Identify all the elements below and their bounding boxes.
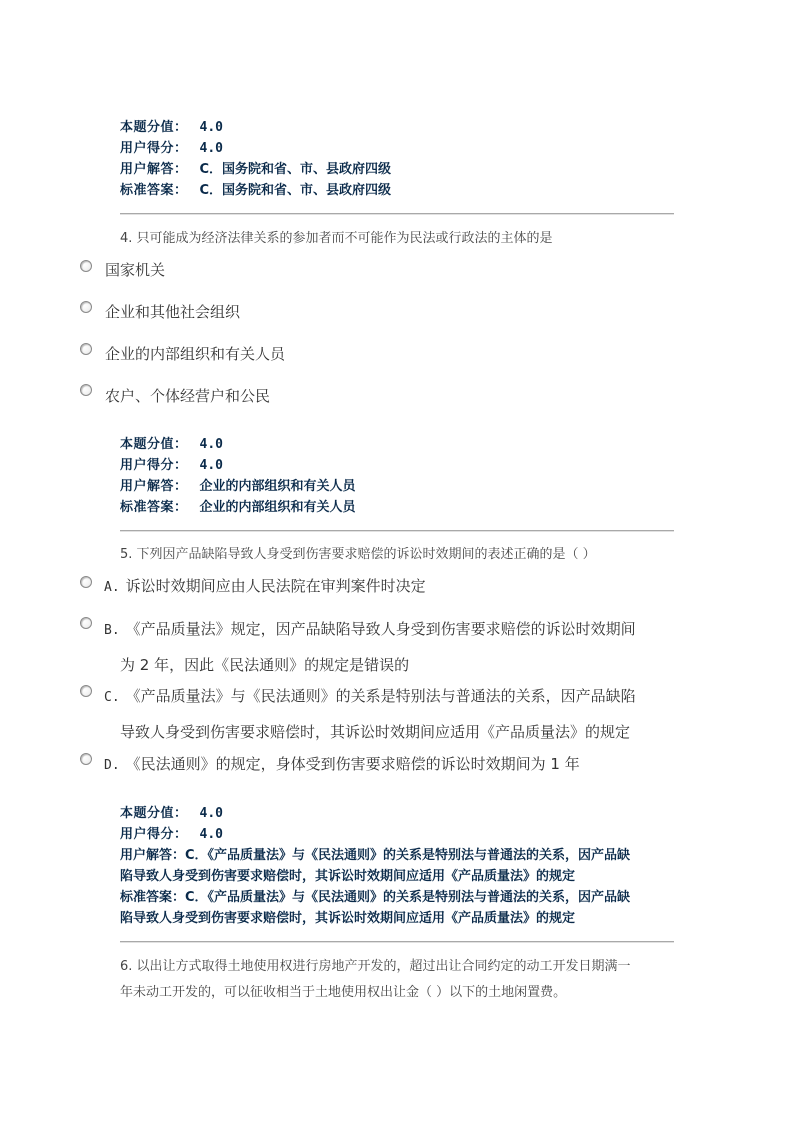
user-answer-value: C．国务院和省、市、县政府四级: [199, 162, 392, 177]
q3-score-line: [120, 117, 391, 138]
q4-user-answer-line: [120, 476, 356, 497]
standard-answer-value: C．国务院和省、市、县政府四级: [199, 183, 392, 198]
option-line-2: 为 2 年，因此《民法通则》的规定是错误的: [120, 656, 410, 674]
user-answer-value: 企业的内部组织和有关人员: [199, 479, 356, 494]
q4-standard-answer-line: [120, 497, 356, 518]
divider: [120, 941, 674, 943]
q4-option-a-radio[interactable]: [80, 260, 92, 272]
user-answer-label: 用户解答：: [120, 162, 188, 177]
q3-standard-answer-line: [120, 180, 391, 201]
option-prefix: D.: [104, 758, 120, 773]
q5-result-block: [120, 803, 680, 929]
option-text: 《产品质量法》与《民法通则》的关系是特别法与普通法的关系，因产品缺陷: [125, 687, 636, 705]
score-value: 4.0: [199, 120, 223, 135]
q4-option-b-radio[interactable]: [80, 301, 92, 313]
standard-answer-line: 标准答案：C．《产品质量法》与《民法通则》的关系是特别法与普通法的关系，因产品缺: [120, 890, 631, 905]
question-line-2: 年未动工开发的，可以征收相当于土地使用权出让金（ ）以下的土地闲置费。: [120, 985, 567, 1000]
q4-option-b-label: 企业和其他社会组织: [105, 303, 241, 321]
q5-option-a-label: [104, 569, 684, 605]
score-value: 4.0: [199, 806, 223, 821]
score-label: 本题分值：: [120, 437, 188, 452]
q5-score-line: [120, 803, 680, 824]
q3-user-score-line: [120, 138, 391, 159]
user-score-label: 用户得分：: [120, 827, 188, 842]
q4-user-score-line: [120, 455, 356, 476]
option-text: 诉讼时效期间应由人民法院在审判案件时决定: [125, 577, 426, 595]
q5-option-c-radio[interactable]: [80, 685, 92, 697]
q3-result-block: [120, 117, 391, 201]
option-text: 《产品质量法》规定，因产品缺陷导致人身受到伤害要求赔偿的诉讼时效期间: [125, 620, 636, 638]
divider: [120, 213, 674, 215]
q4-question-text: 4. 只可能成为经济法律关系的参加者而不可能作为民法或行政法的主体的是: [120, 231, 553, 246]
standard-answer-label: 标准答案：: [120, 500, 188, 515]
q5-user-answer: [120, 845, 680, 887]
q5-question-text: 5. 下列因产品缺陷导致人身受到伤害要求赔偿的诉讼时效期间的表述正确的是（ ）: [120, 547, 596, 562]
user-score-label: 用户得分：: [120, 141, 188, 156]
user-score-value: 4.0: [199, 827, 223, 842]
standard-answer-value: 企业的内部组织和有关人员: [199, 500, 356, 515]
q5-user-score-line: [120, 824, 680, 845]
divider: [120, 530, 674, 532]
q5-option-c-label: [104, 679, 684, 749]
option-prefix: B.: [104, 623, 120, 638]
user-answer-line-2: 陷导致人身受到伤害要求赔偿时，其诉讼时效期间应适用《产品质量法》的规定: [120, 869, 576, 884]
score-label: 本题分值：: [120, 806, 188, 821]
q3-user-answer-line: [120, 159, 391, 180]
option-prefix: A.: [104, 580, 120, 595]
q5-option-a-radio[interactable]: [80, 576, 92, 588]
q4-option-c-radio[interactable]: [80, 343, 92, 355]
option-line: [104, 679, 684, 715]
q4-option-c-label: 企业的内部组织和有关人员: [105, 345, 286, 363]
question-line: 6. 以出让方式取得土地使用权进行房地产开发的，超过出让合同约定的动工开发日期满一: [120, 959, 631, 974]
q4-result-block: [120, 434, 356, 518]
option-prefix: C.: [104, 690, 120, 705]
option-line-2: 导致人身受到伤害要求赔偿时，其诉讼时效期间应适用《产品质量法》的规定: [120, 723, 631, 741]
user-answer-line: 用户解答：C．《产品质量法》与《民法通则》的关系是特别法与普通法的关系，因产品缺: [120, 848, 631, 863]
option-text: 《民法通则》的规定，身体受到伤害要求赔偿的诉讼时效期间为 1 年: [125, 755, 580, 773]
q5-option-b-label: [104, 612, 684, 682]
q5-option-b-radio[interactable]: [80, 617, 92, 629]
q4-option-d-label: 农户、个体经营户和公民: [105, 387, 271, 405]
user-score-value: 4.0: [199, 458, 223, 473]
q4-option-d-radio[interactable]: [80, 384, 92, 396]
q5-standard-answer: [120, 887, 680, 929]
q5-option-d-radio[interactable]: [80, 753, 92, 765]
q4-score-line: [120, 434, 356, 455]
standard-answer-label: 标准答案：: [120, 183, 188, 198]
user-score-label: 用户得分：: [120, 458, 188, 473]
q5-option-d-label: [104, 747, 684, 783]
user-score-value: 4.0: [199, 141, 223, 156]
option-line: [104, 612, 684, 648]
q4-option-a-label: 国家机关: [105, 261, 166, 279]
q6-question-text: [120, 954, 680, 1006]
score-label: 本题分值：: [120, 120, 188, 135]
standard-answer-line-2: 陷导致人身受到伤害要求赔偿时，其诉讼时效期间应适用《产品质量法》的规定: [120, 911, 576, 926]
user-answer-label: 用户解答：: [120, 479, 188, 494]
score-value: 4.0: [199, 437, 223, 452]
